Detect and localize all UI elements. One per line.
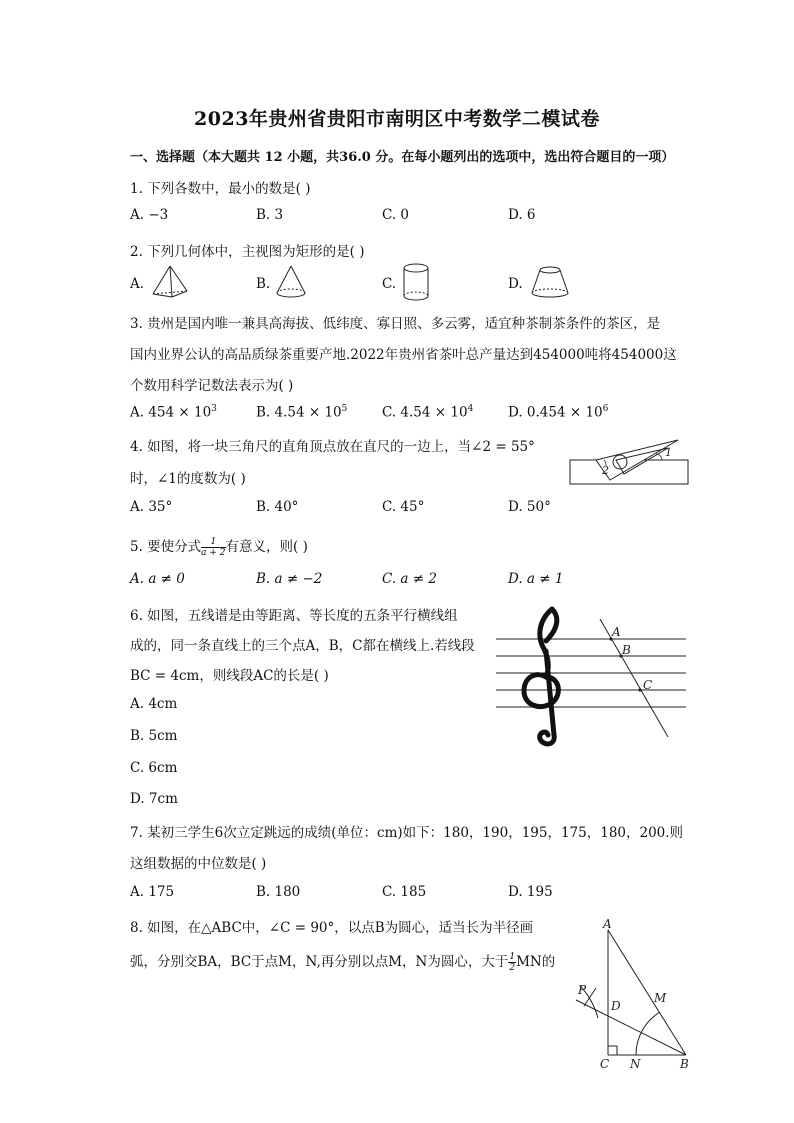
q8-line2: 弧，分别交BA，BC于点M，N,再分别以点M，N为圆心，大于 $\frac{1}{2}$ MN的 — [130, 952, 556, 973]
q4-option-c: C. 45° — [382, 499, 425, 515]
q6-option-b: B. 5cm — [130, 728, 178, 744]
fig-label-1: 1 — [665, 446, 672, 459]
fig-point-a: A — [612, 625, 621, 639]
ruler-triangle-figure — [568, 436, 693, 488]
q7-option-a: A. 175 — [130, 884, 175, 900]
q3-option-b: B. $4.54 \times 10^5$ — [256, 404, 348, 421]
q3-option-d: D. $0.454 \times 10^6$ — [508, 404, 609, 421]
q1-stem: 1. 下列各数中，最小的数是( ) — [130, 181, 311, 197]
fig-point-m: M — [654, 991, 667, 1005]
q8-line1: 8. 如图，在△ABC中，∠C = 90°，以点B为圆心，适当长为半径画 — [130, 920, 534, 936]
q5-option-c: C. a ≠ 2 — [382, 571, 437, 587]
fig-label-2: 2 — [602, 464, 609, 477]
q2-option-a: A. — [130, 276, 145, 292]
page-title: 2023年贵州省贵阳市南明区中考数学二模试卷 — [194, 108, 600, 130]
q1-option-a: A. −3 — [130, 207, 169, 223]
q1-option-c: C. 0 — [382, 207, 410, 223]
q7-option-c: C. 185 — [382, 884, 427, 900]
q4-option-a: A. 35° — [130, 499, 173, 515]
q1-option-d: D. 6 — [508, 207, 536, 223]
section-heading: 一、选择题（本大题共 12 小题，共36.0 分。在每小题列出的选项中，选出符合题目的一项） — [130, 150, 675, 165]
q6-line2: 成的，同一条直线上的三个点A，B，C都在横线上.若线段 — [130, 638, 475, 654]
q6-option-c: C. 6cm — [130, 760, 178, 776]
q2-option-b: B. — [256, 276, 271, 292]
q2-option-d: D. — [508, 276, 523, 292]
q3-line1: 3. 贵州是国内唯一兼具高海拔、低纬度、寡日照、多云雾，适宜种茶制茶条件的茶区，是 — [130, 316, 661, 332]
q6-line3: BC = 4cm，则线段AC的长是( ) — [130, 668, 329, 684]
q7-option-b: B. 180 — [256, 884, 301, 900]
q3-option-c: C. $4.54 \times 10^4$ — [382, 404, 474, 421]
q4-option-b: B. 40° — [256, 499, 299, 515]
frustum-figure — [528, 264, 572, 302]
q6-line1: 6. 如图，五线谱是由等距离、等长度的五条平行横线组 — [130, 608, 458, 624]
q4-line1: 4. 如图，将一块三角尺的直角顶点放在直尺的一边上，当∠2 = 55° — [130, 439, 535, 455]
q7-line1: 7. 某初三学生6次立定跳远的成绩(单位：cm)如下：180，190，195，175，180，200.则 — [130, 825, 684, 841]
q3-option-a: A. $454 \times 10^3$ — [130, 404, 217, 421]
q5-stem: 5. 要使分式 $\frac{1}{a + 2}$ 有意义，则( ) — [130, 537, 308, 558]
q5-option-b: B. a ≠ −2 — [256, 571, 323, 587]
music-staff-figure — [496, 605, 692, 745]
q7-option-d: D. 195 — [508, 884, 553, 900]
q5-option-d: D. a ≠ 1 — [508, 571, 564, 587]
fig-point-p: P — [578, 983, 587, 997]
q6-option-d: D. 7cm — [130, 791, 178, 807]
q5-option-a: A. a ≠ 0 — [130, 571, 185, 587]
q4-option-d: D. 50° — [508, 499, 551, 515]
fig-vertex-c: C — [600, 1057, 610, 1071]
q3-line3: 个数用科学记数法表示为( ) — [130, 378, 294, 394]
fig-point-n: N — [630, 1057, 641, 1071]
fig-point-b: B — [622, 643, 631, 657]
cylinder-figure — [400, 262, 432, 304]
q8-fraction: $\frac{1}{2}$ — [509, 952, 516, 973]
q4-line2: 时，∠1的度数为( ) — [130, 471, 246, 487]
q2-option-c: C. — [382, 276, 397, 292]
cone-figure — [274, 264, 308, 302]
q2-stem: 2. 下列几何体中，主视图为矩形的是( ) — [130, 244, 365, 260]
q6-option-a: A. 4cm — [130, 696, 178, 712]
q7-line2: 这组数据的中位数是( ) — [130, 856, 267, 872]
q5-fraction: $\frac{1}{a + 2}$ — [201, 537, 226, 558]
triangle-abc-figure — [570, 916, 696, 1072]
q3-line2: 国内业界公认的高品质绿茶重要产地.2022年贵州省茶叶总产量达到454000吨将454000这 — [130, 347, 677, 363]
fig-vertex-b: B — [680, 1057, 689, 1071]
q1-option-b: B. 3 — [256, 207, 284, 223]
fig-vertex-a: A — [603, 917, 612, 931]
fig-point-d: D — [611, 999, 621, 1013]
fig-point-c: C — [643, 678, 653, 692]
pyramid-figure — [150, 264, 190, 302]
